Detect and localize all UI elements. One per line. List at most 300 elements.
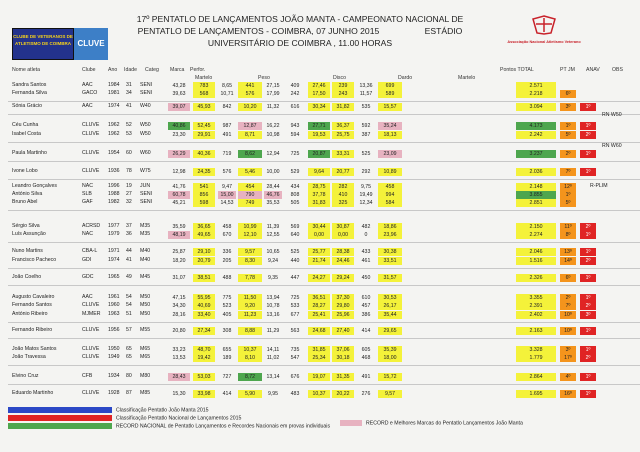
cell-m6: 15,72 <box>378 373 402 381</box>
cell-m2: 36,65 <box>193 223 215 231</box>
cell-m6: 458 <box>378 183 402 191</box>
cell-m5: 31,82 <box>332 103 354 111</box>
cell-idade: 41 <box>126 257 132 263</box>
athlete-name: Bruno Abel <box>12 199 38 205</box>
cell-m6: 994 <box>378 191 402 199</box>
cell-m3: 12,87 <box>238 122 262 130</box>
cell-p2: 9,47 <box>221 184 233 190</box>
cell-m2: 24,35 <box>193 168 215 176</box>
cell-p5: 292 <box>361 169 371 175</box>
cell-ptjm: 3º <box>560 346 576 354</box>
cell-ano: 1936 <box>108 168 120 174</box>
legend-swatch-green <box>8 423 112 429</box>
cell-p3: 46,76 <box>264 191 282 199</box>
cell-p2: 414 <box>222 391 232 397</box>
cell-p5: 535 <box>361 104 371 110</box>
col-peso: Peso <box>258 75 270 81</box>
col-ano: Ano <box>108 67 118 73</box>
cell-m3: 11,23 <box>238 311 262 319</box>
cell-m6: 10,89 <box>378 168 402 176</box>
title-line-1: 17º PENTATLO DE LANÇAMENTOS JOÃO MANTA - CAMPEONATO NACIONAL DE <box>136 14 464 24</box>
cell-m4: 525 <box>290 249 300 255</box>
cell-p5: 468 <box>361 355 371 361</box>
cell-idade: 36 <box>126 231 132 237</box>
cell-p5: 9,75 <box>360 184 372 190</box>
cell-ptjm: 10º <box>560 311 576 319</box>
cell-anav: 1º <box>580 327 596 335</box>
cell-m4: 808 <box>290 192 300 198</box>
cell-m4: 447 <box>290 275 300 281</box>
cell-m6: 584 <box>378 199 402 207</box>
cell-cat: SENI <box>140 82 153 88</box>
cell-m3: 12,10 <box>238 231 262 239</box>
cell-cat: W40 <box>140 103 151 109</box>
athlete-name: Luís Assunção <box>12 231 46 237</box>
athlete-name: Nuno Martins <box>12 248 43 254</box>
cell-p2: 491 <box>222 132 232 138</box>
cell-m1: 43,28 <box>172 83 186 89</box>
cell-p4: 27,46 <box>308 82 330 90</box>
cell-p2: 523 <box>222 303 232 309</box>
cell-m2: 33,98 <box>193 390 215 398</box>
cell-m4: 434 <box>290 184 300 190</box>
athlete-name: Paula Martinho <box>12 150 47 156</box>
col-obs: OBS <box>612 67 623 73</box>
cell-m2: 52,45 <box>193 122 215 130</box>
cell-m4: 735 <box>290 347 300 353</box>
cell-m5: 30,18 <box>332 354 354 362</box>
cell-p2: 655 <box>222 347 232 353</box>
cell-tot: 1.516 <box>516 257 556 265</box>
cell-tot: 3.855 <box>516 191 556 199</box>
cell-anav: 1º <box>580 168 596 176</box>
athlete-name: Augusto Cavaleiro <box>12 294 55 300</box>
cell-m3: 454 <box>238 183 262 191</box>
cell-m3: 5,90 <box>238 390 262 398</box>
cell-idade: 60 <box>126 150 132 156</box>
cell-p5: 610 <box>361 295 371 301</box>
cell-ano: 1960 <box>108 302 120 308</box>
cell-m2: 856 <box>193 191 215 199</box>
cell-p3: 12,55 <box>266 232 280 238</box>
cell-p2: 458 <box>222 224 232 230</box>
row-divider <box>8 285 640 286</box>
cell-idade: 31 <box>126 82 132 88</box>
cell-idade: 49 <box>126 274 132 280</box>
cell-m5: 325 <box>332 199 354 207</box>
cell-idade: 54 <box>126 302 132 308</box>
cell-m3: 8,62 <box>238 150 262 158</box>
cell-m2: 40,36 <box>193 150 215 158</box>
cell-m1: 48,19 <box>168 231 190 239</box>
cell-anav: 2º <box>580 257 596 265</box>
cell-m6: 589 <box>378 90 402 98</box>
cell-idade: 32 <box>126 199 132 205</box>
athlete-name: Francisco Pacheco <box>12 257 57 263</box>
cell-m2: 29,91 <box>193 131 215 139</box>
cell-m2: 33,40 <box>193 311 215 319</box>
cell-anav: 2º <box>580 131 596 139</box>
cell-m2: 783 <box>193 82 215 90</box>
cell-p4: 24,68 <box>308 327 330 335</box>
legend-swatch-blue <box>8 407 112 413</box>
cell-p3: 10,78 <box>266 303 280 309</box>
cell-m4: 547 <box>290 355 300 361</box>
cell-p3: 14,11 <box>266 347 280 353</box>
cell-club: GACO <box>82 90 98 96</box>
cell-cat: M35 <box>140 231 151 237</box>
cell-m2: 541 <box>193 183 215 191</box>
cell-cat: M40 <box>140 257 151 263</box>
cell-p4: 17,50 <box>308 90 330 98</box>
cell-m6: 23,09 <box>378 150 402 158</box>
cell-m2: 48,70 <box>193 346 215 354</box>
cell-p5: 457 <box>361 303 371 309</box>
cell-m5: 25,75 <box>332 131 354 139</box>
cell-club: GDC <box>82 274 94 280</box>
cell-p5: 433 <box>361 249 371 255</box>
cell-club: CLUVE <box>82 131 100 137</box>
cell-club: CBA-L <box>82 248 98 254</box>
col-disco: Disco <box>333 75 346 81</box>
cell-idade: 51 <box>126 311 132 317</box>
cell-ano: 1956 <box>108 327 120 333</box>
row-divider <box>8 384 640 385</box>
cell-p4: 27,71 <box>308 122 330 130</box>
cell-m2: 40,69 <box>193 302 215 310</box>
cell-m1: 40,86 <box>168 122 190 130</box>
cell-idade: 52 <box>126 122 132 128</box>
cell-m1: 34,30 <box>172 303 186 309</box>
cell-m6: 699 <box>378 82 402 90</box>
col-categ: Categ <box>145 67 159 73</box>
cell-anav: 2º <box>580 223 596 231</box>
cell-m1: 33,23 <box>172 347 186 353</box>
cell-p5: 276 <box>361 391 371 397</box>
col-marca: Marca <box>170 67 185 73</box>
cell-p2: 15,00 <box>218 191 236 199</box>
shield-icon <box>531 15 557 35</box>
cell-cat: SENI <box>140 191 153 197</box>
cell-cat: W60 <box>140 150 151 156</box>
cell-club: CLUVE <box>82 168 100 174</box>
cell-club: CLUVE <box>82 150 100 156</box>
cell-ano: 1996 <box>108 183 120 189</box>
cell-tot: 2.046 <box>516 248 556 256</box>
cell-m1: 28,43 <box>168 373 190 381</box>
cell-p5: 525 <box>361 151 371 157</box>
col-ptjm: PT JM <box>560 67 575 73</box>
athlete-name: Fernanda Silva <box>12 90 47 96</box>
cell-idade: 87 <box>126 390 132 396</box>
cell-anav: 1º <box>580 122 596 130</box>
cell-tot: 2.036 <box>516 168 556 176</box>
cell-tot: 2.391 <box>516 302 556 310</box>
cell-idade: 54 <box>126 294 132 300</box>
cell-p3: 9,35 <box>267 275 279 281</box>
cell-club: SLB <box>82 191 92 197</box>
cell-p2: 488 <box>222 275 232 281</box>
cell-idade: 65 <box>126 354 132 360</box>
cell-m4: 242 <box>290 91 300 97</box>
cell-anav: 2º <box>580 354 596 362</box>
cell-m6: 30,38 <box>378 248 402 256</box>
cell-m4: 409 <box>290 83 300 89</box>
cell-cat: M80 <box>140 373 151 379</box>
athlete-name: António Ribeiro <box>12 311 48 317</box>
cell-p5: 11,57 <box>359 91 373 97</box>
row-divider <box>8 338 640 339</box>
athlete-name: Sérgio Silva <box>12 223 40 229</box>
cell-ano: 1974 <box>108 257 120 263</box>
cell-ano: 1982 <box>108 199 120 205</box>
cell-idade: 65 <box>126 346 132 352</box>
cell-anav: 1º <box>580 373 596 381</box>
cell-m4: 529 <box>290 169 300 175</box>
cell-tot: 3.328 <box>516 346 556 354</box>
cell-cat: JUN <box>140 183 151 189</box>
cell-p2: 670 <box>222 232 232 238</box>
cell-anav: 1º <box>580 231 596 239</box>
cell-m1: 20,80 <box>172 328 186 334</box>
row-divider <box>8 161 640 162</box>
cell-p2: 987 <box>222 123 232 129</box>
cell-m4: 943 <box>290 123 300 129</box>
cell-p5: 414 <box>361 328 371 334</box>
legend-item-4: RECORD e Melhores Marcas do Pentatlo Lançamentos João Manta <box>340 420 523 426</box>
cell-club: CLUVE <box>82 122 100 128</box>
cell-m2: 45,93 <box>193 103 215 111</box>
cell-m6: 18,86 <box>378 223 402 231</box>
cell-ano: 1962 <box>108 122 120 128</box>
cell-p4: 25,77 <box>308 248 330 256</box>
cell-p4: 30,44 <box>308 223 330 231</box>
cell-idade: 34 <box>126 90 132 96</box>
cell-m4: 725 <box>290 151 300 157</box>
cell-p4: 20,87 <box>308 150 330 158</box>
cell-m3: 749 <box>238 199 262 207</box>
cell-idade: 80 <box>126 373 132 379</box>
cell-tot: 3.094 <box>516 103 556 111</box>
cell-cat: W50 <box>140 122 151 128</box>
anav-logo <box>506 15 582 45</box>
athlete-name: João Coelho <box>12 274 42 280</box>
cell-tot: 2.402 <box>516 311 556 319</box>
col-martelo: Martelo <box>195 75 213 81</box>
cell-p3: 11,29 <box>266 328 280 334</box>
col-perfor: Perfor. <box>190 67 206 73</box>
cell-m3: 7,78 <box>238 274 262 282</box>
cell-p2: 14,53 <box>220 200 234 206</box>
cell-m3: 5,46 <box>238 168 262 176</box>
cell-m4: 569 <box>290 224 300 230</box>
cell-tot: 2.150 <box>516 223 556 231</box>
cell-m5: 37,30 <box>332 294 354 302</box>
cell-anav: 2º <box>580 302 596 310</box>
col-total: Pontos TOTAL <box>500 67 534 73</box>
cell-m5: 20,22 <box>332 390 354 398</box>
cell-ptjm: 2º <box>560 150 576 158</box>
cell-ano: 1928 <box>108 390 120 396</box>
cell-m5: 25,96 <box>332 311 354 319</box>
cell-m1: 39,63 <box>172 91 186 97</box>
cell-p4: 37,78 <box>308 191 330 199</box>
title-line-2: PENTATLO DE LANÇAMENTOS - COIMBRA, 07 JUNHO 2015 ESTÁDIO <box>137 26 463 36</box>
cell-p3: 9,95 <box>267 391 279 397</box>
cell-m6: 35,44 <box>378 311 402 319</box>
cell-p4: 10,37 <box>308 390 330 398</box>
cell-club: GAF <box>82 199 93 205</box>
cell-ptjm: 5º <box>560 131 576 139</box>
cell-tot: 3.237 <box>516 150 556 158</box>
row-divider <box>8 322 640 323</box>
cell-m4: 483 <box>290 391 300 397</box>
cell-m6: 35,39 <box>378 346 402 354</box>
cell-m1: 12,98 <box>172 169 186 175</box>
cell-ptjm: 6º <box>560 274 576 282</box>
cell-cat: M65 <box>140 354 151 360</box>
cell-m5: 33,31 <box>332 150 354 158</box>
cell-m2: 20,79 <box>193 257 215 265</box>
cell-p3: 28,44 <box>266 184 280 190</box>
cell-m6: 15,57 <box>378 103 402 111</box>
cell-ano: 1979 <box>108 231 120 237</box>
cell-p4: 30,34 <box>308 103 330 111</box>
cell-club: NAC <box>82 183 93 189</box>
athlete-name: Isabel Costa <box>12 131 41 137</box>
cell-p3: 12,94 <box>266 151 280 157</box>
cell-p2: 775 <box>222 295 232 301</box>
cell-m6: 31,57 <box>378 274 402 282</box>
cell-m4: 616 <box>290 104 300 110</box>
cell-idade: 41 <box>126 103 132 109</box>
cell-p4: 31,85 <box>308 346 330 354</box>
cell-anav: 1º <box>580 294 596 302</box>
cell-ptjm: 17º <box>560 354 576 362</box>
col-anav: ANAV <box>586 67 600 73</box>
cell-ptjm: 8º <box>560 231 576 239</box>
cell-m6: 29,65 <box>378 327 402 335</box>
cell-ano: 1949 <box>108 354 120 360</box>
cell-p2: 205 <box>222 258 232 264</box>
cell-tot: 2.163 <box>516 327 556 335</box>
cell-tot: 2.242 <box>516 131 556 139</box>
cell-tot: 2.571 <box>516 82 556 90</box>
row-divider <box>8 242 640 243</box>
cell-m4: 563 <box>290 328 300 334</box>
cell-p3: 10,65 <box>266 249 280 255</box>
cell-p3: 16,22 <box>266 123 280 129</box>
cell-ano: 1974 <box>108 103 120 109</box>
cell-p5: 387 <box>361 132 371 138</box>
cell-tot: 4.173 <box>516 122 556 130</box>
cell-p3: 13,14 <box>266 374 280 380</box>
cell-cat: M35 <box>140 223 151 229</box>
row-divider <box>8 101 640 102</box>
cell-tot: 1.695 <box>516 390 556 398</box>
cell-m3: 790 <box>238 191 262 199</box>
cell-m1: 35,59 <box>172 224 186 230</box>
cell-ano: 1965 <box>108 274 120 280</box>
cell-p5: 605 <box>361 347 371 353</box>
cell-p4: 28,27 <box>308 302 330 310</box>
legend-swatch-red <box>8 415 112 421</box>
cell-cat: SENI <box>140 90 153 96</box>
cell-p3: 13,94 <box>266 295 280 301</box>
cell-p4: 25,41 <box>308 311 330 319</box>
cell-club: MJMER <box>82 311 101 317</box>
cell-p2: 727 <box>222 374 232 380</box>
cell-ano: 1971 <box>108 248 120 254</box>
row-divider <box>8 114 640 115</box>
cell-p2: 719 <box>222 151 232 157</box>
cell-club: CLUVE <box>82 302 100 308</box>
cell-m2: 19,42 <box>193 354 215 362</box>
athlete-name: Céu Cunha <box>12 122 39 128</box>
cell-cat: M55 <box>140 327 151 333</box>
cell-p3: 10,98 <box>266 132 280 138</box>
cell-tot: 1.779 <box>516 354 556 362</box>
cell-p2: 10,71 <box>220 91 234 97</box>
cell-ptjm: 13º <box>560 248 576 256</box>
row-divider <box>8 365 640 366</box>
cell-m1: 47,15 <box>172 295 186 301</box>
cell-m6: 33,51 <box>378 257 402 265</box>
cell-ptjm: 7º <box>560 168 576 176</box>
cell-idade: 37 <box>126 223 132 229</box>
cell-m5: 28,38 <box>332 248 354 256</box>
cell-p2: 576 <box>222 169 232 175</box>
cell-p3: 10,00 <box>266 169 280 175</box>
cell-p5: 12,34 <box>359 200 373 206</box>
title-line-3: UNIVERSITÁRIO DE COIMBRA , 11.00 HORAS <box>207 38 393 48</box>
athlete-name: Leandro Gonçalves <box>12 183 57 189</box>
cell-p4: 21,74 <box>308 257 330 265</box>
cell-m3: 441 <box>238 82 262 90</box>
athlete-name: João Travessa <box>12 354 46 360</box>
cell-p5: 13,36 <box>359 83 373 89</box>
cell-idade: 19 <box>126 183 132 189</box>
athlete-name: Fernando Ribeiro <box>12 327 53 333</box>
cell-m2: 27,34 <box>193 327 215 335</box>
cell-club: CFB <box>82 373 93 379</box>
cell-tot: 2.274 <box>516 231 556 239</box>
athlete-name: António Silva <box>12 191 43 197</box>
cell-m2: 49,65 <box>193 231 215 239</box>
legend-item-1: Classificação Pentatlo João Manta 2015 <box>8 407 209 413</box>
cell-m1: 39,07 <box>168 103 190 111</box>
cell-cat: M45 <box>140 274 151 280</box>
cell-p2: 308 <box>222 328 232 334</box>
cell-idade: 27 <box>126 191 132 197</box>
cell-m1: 18,20 <box>172 258 186 264</box>
col-dardo: Dardo <box>398 75 413 81</box>
cell-ano: 1962 <box>108 131 120 137</box>
row-divider <box>8 268 640 269</box>
cell-m5: 29,24 <box>332 274 354 282</box>
cell-cat: W75 <box>140 168 151 174</box>
col-idade: Idade <box>124 67 137 73</box>
cell-tot: 2.864 <box>516 373 556 381</box>
cell-club: NAC <box>82 231 93 237</box>
cell-ano: 1988 <box>108 191 120 197</box>
cell-cat: M50 <box>140 302 151 308</box>
cell-m6: 35,24 <box>378 122 402 130</box>
note-rn-w60: RN W60 <box>602 143 622 149</box>
cell-m3: 8,72 <box>238 373 262 381</box>
cell-m4: 640 <box>290 232 300 238</box>
cell-cat: M65 <box>140 346 151 352</box>
